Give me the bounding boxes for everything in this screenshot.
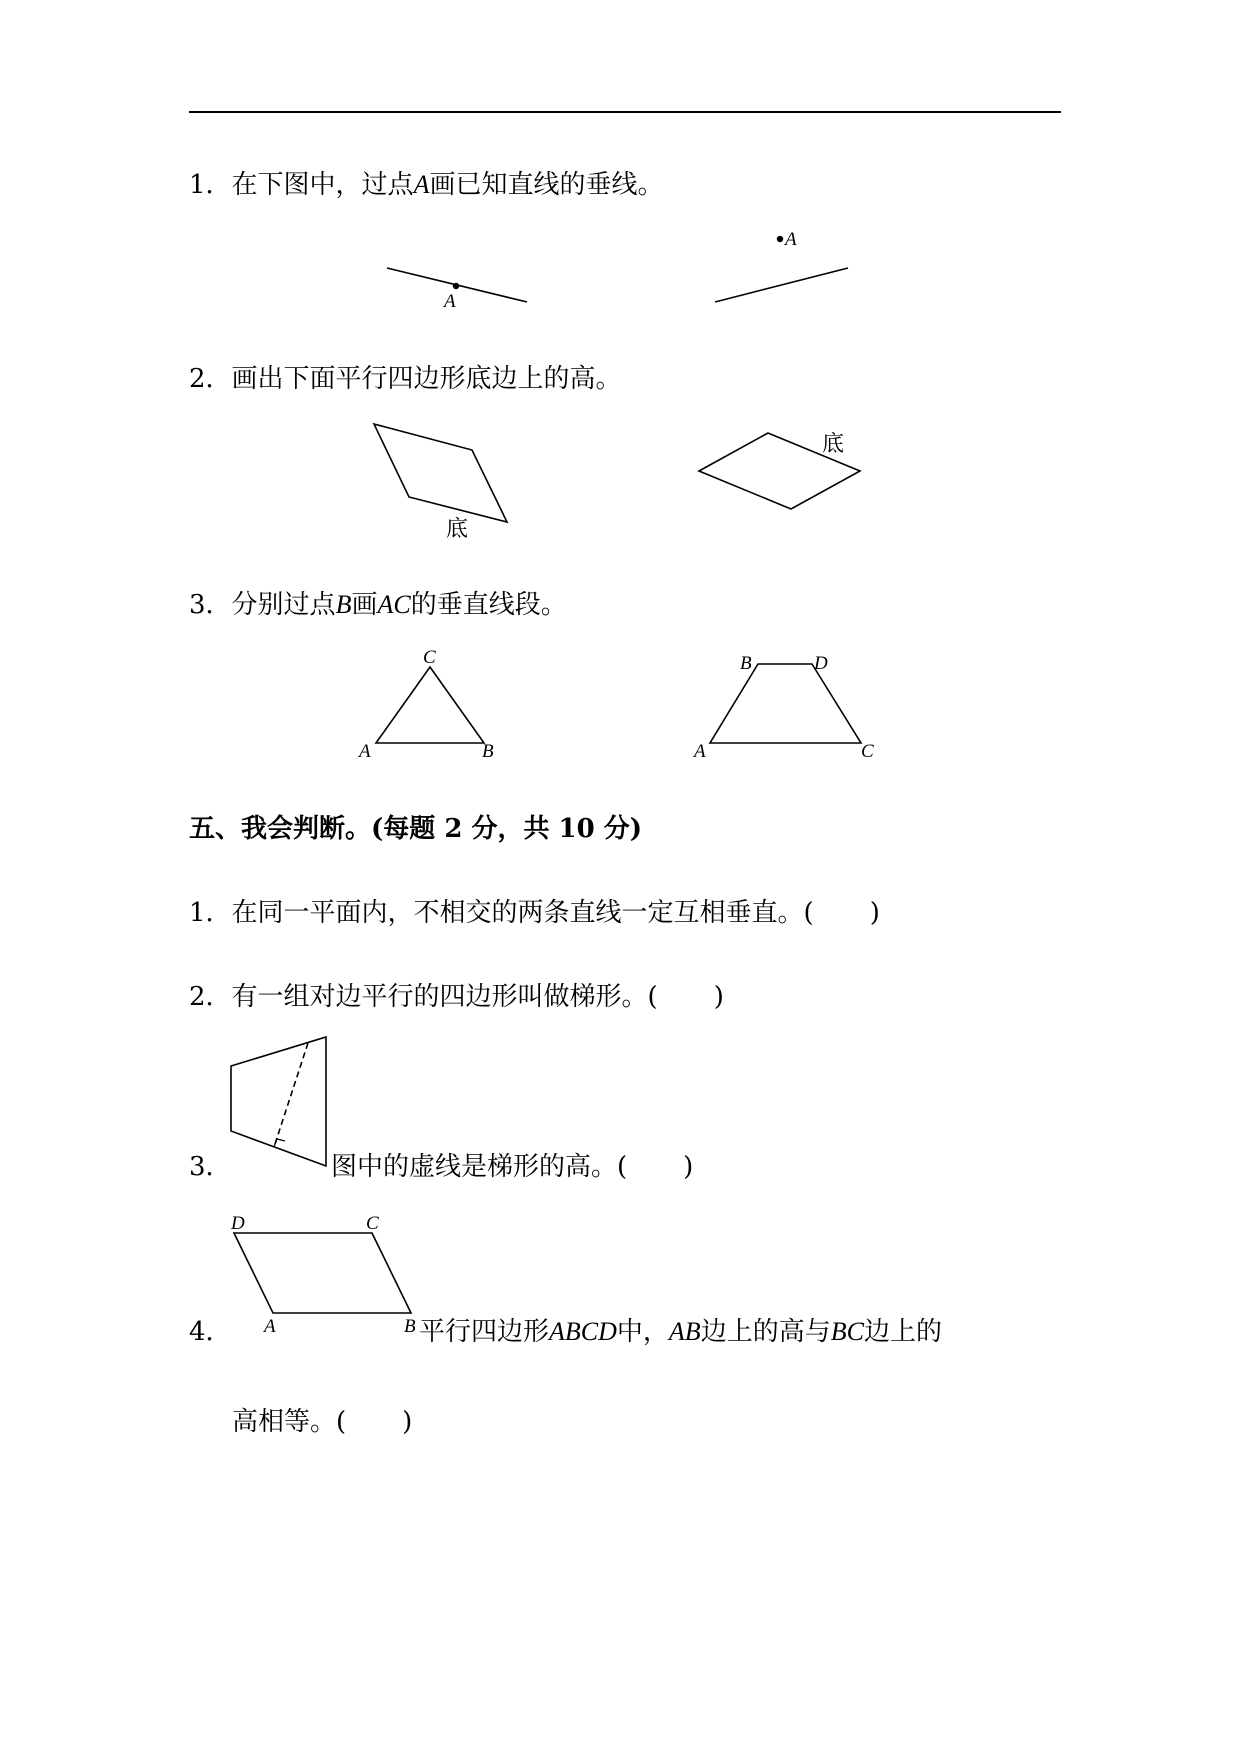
- q5-4-close: ): [402, 1407, 413, 1437]
- q5-4-side1: AB: [668, 1317, 701, 1346]
- q4-3-point: B: [335, 590, 352, 619]
- label-trap-a: A: [694, 741, 706, 762]
- label-point-a-2: A: [785, 229, 797, 250]
- label-para-c: C: [366, 1213, 379, 1234]
- q5-2-number: 2．: [189, 982, 232, 1012]
- label-para-a: A: [264, 1316, 276, 1337]
- triangle-abc[interactable]: [376, 667, 484, 743]
- q5-3-close: ): [683, 1152, 694, 1182]
- q5-2-close: ): [713, 982, 724, 1012]
- q5-4-text-b: 中，: [616, 1317, 669, 1347]
- label-para-d: D: [231, 1213, 245, 1234]
- label-trap-c: C: [861, 741, 874, 762]
- label-base-1: 底: [446, 517, 469, 542]
- label-trap-b: B: [740, 653, 752, 674]
- q5-1-number: 1．: [189, 898, 232, 928]
- q5-3-text: 图中的虚线是梯形的高。(: [331, 1152, 628, 1182]
- q5-4-text-d: 边上的: [863, 1317, 942, 1347]
- parallelogram-1[interactable]: [374, 424, 507, 522]
- q5-1-text: 在同一平面内，不相交的两条直线一定互相垂直。(: [231, 898, 814, 928]
- q5-4-text-a: 平行四边形: [419, 1317, 550, 1347]
- q4-1-number: 1．: [189, 170, 232, 200]
- label-tri-a: A: [359, 741, 371, 762]
- q4-2-text: 画出下面平行四边形底边上的高。: [231, 364, 622, 394]
- q5-4-cont-text: 高相等。(: [232, 1407, 347, 1437]
- q5-3-number: 3．: [189, 1152, 232, 1182]
- q4-3-segment: AC: [377, 590, 411, 619]
- q4-3-text-b: 画: [351, 590, 378, 620]
- q4-1-text-a: 在下图中，过点: [231, 170, 414, 200]
- point-a-on-line: [453, 283, 459, 289]
- point-a-off-line: [777, 236, 783, 242]
- label-tri-b: B: [482, 741, 494, 762]
- section-5-heading: 五、我会判断。(每题 2 分，共 10 分): [189, 814, 643, 844]
- q4-3-number: 3．: [189, 590, 232, 620]
- label-tri-c: C: [423, 647, 436, 668]
- label-trap-d: D: [814, 653, 828, 674]
- q5-1-close: ): [869, 898, 880, 928]
- given-line-2[interactable]: [715, 268, 848, 302]
- label-base-2: 底: [822, 432, 845, 457]
- q4-1-text-b: 画已知直线的垂线。: [429, 170, 664, 200]
- q5-2-text: 有一组对边平行的四边形叫做梯形。(: [231, 982, 658, 1012]
- trapezoid-dashed-figure: [231, 1037, 326, 1166]
- parallelogram-abcd: [234, 1233, 411, 1313]
- q5-4-number: 4．: [189, 1317, 232, 1347]
- q5-4-name: ABCD: [549, 1317, 617, 1346]
- q4-1-point: A: [413, 170, 430, 199]
- trapezoid-abcd[interactable]: [710, 664, 861, 743]
- q4-3-text-a: 分别过点: [231, 590, 336, 620]
- label-para-b: B: [404, 1316, 416, 1337]
- q4-2-number: 2．: [189, 364, 232, 394]
- q4-3-text-c: 的垂直线段。: [410, 590, 567, 620]
- label-point-a-1: A: [444, 291, 456, 312]
- q5-4-side2: BC: [830, 1317, 864, 1346]
- dashed-height: [274, 1043, 308, 1147]
- q5-4-text-c: 边上的高与: [700, 1317, 831, 1347]
